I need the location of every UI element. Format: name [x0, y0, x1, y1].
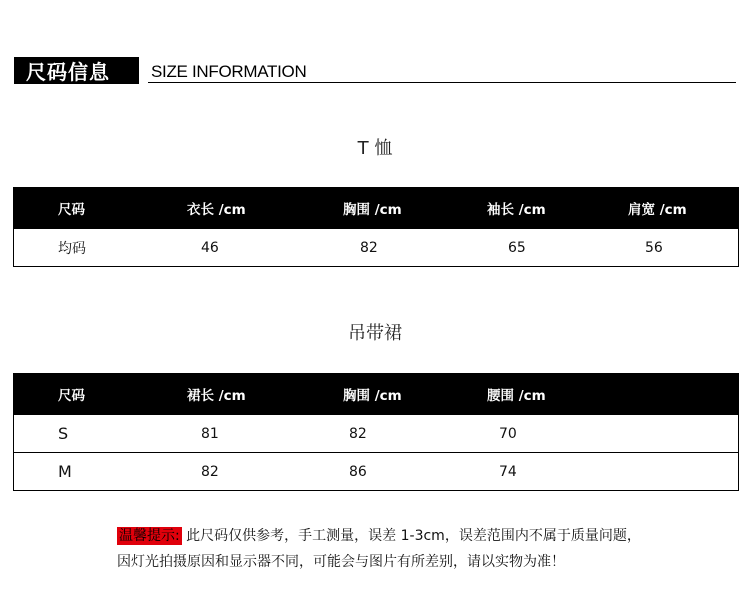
value-cell: 46 — [201, 239, 219, 256]
size-cell: M — [58, 462, 72, 481]
value-cell: 70 — [499, 425, 517, 442]
column-header: 肩宽 /cm — [628, 202, 687, 218]
value-cell: 82 — [201, 463, 219, 480]
table-row — [14, 414, 738, 452]
value-cell: 65 — [508, 239, 526, 256]
value-cell: 56 — [645, 239, 663, 256]
notice-tag: 温馨提示: — [119, 528, 180, 544]
dress-size-table — [13, 373, 739, 491]
column-header: 胸围 /cm — [343, 202, 402, 218]
tshirt-size-table — [13, 187, 739, 267]
section-title-en: SIZE INFORMATION — [151, 62, 307, 81]
column-header: 尺码 — [58, 388, 85, 404]
notice-text-1: 此尺码仅供参考，手工测量，误差 1-3cm，误差范围内不属于质量问题， — [186, 528, 641, 544]
size-cell: S — [58, 424, 69, 443]
column-header: 裙长 /cm — [187, 388, 246, 404]
table-row — [14, 228, 738, 266]
column-header: 腰围 /cm — [487, 388, 546, 404]
notice-text-2: 因灯光拍摄原因和显示器不同，可能会与图片有所差别，请以实物为准！ — [117, 554, 565, 570]
table-row — [14, 452, 738, 490]
size-cell: 均码 — [58, 240, 86, 257]
notice-line-1 — [117, 525, 641, 545]
tshirt-title: T 恤 — [357, 138, 393, 159]
table-header-row — [14, 188, 738, 228]
value-cell: 74 — [499, 463, 517, 480]
value-cell: 82 — [349, 425, 367, 442]
dress-title: 吊带裙 — [348, 323, 402, 344]
header-divider — [148, 82, 736, 83]
value-cell: 81 — [201, 425, 219, 442]
table-header-row — [14, 374, 738, 414]
column-header: 袖长 /cm — [487, 202, 546, 218]
section-title-cn: 尺码信息 — [14, 57, 139, 84]
column-header: 胸围 /cm — [343, 388, 402, 404]
value-cell: 82 — [360, 239, 378, 256]
column-header: 尺码 — [58, 202, 85, 218]
column-header: 衣长 /cm — [187, 202, 246, 218]
value-cell: 86 — [349, 463, 367, 480]
